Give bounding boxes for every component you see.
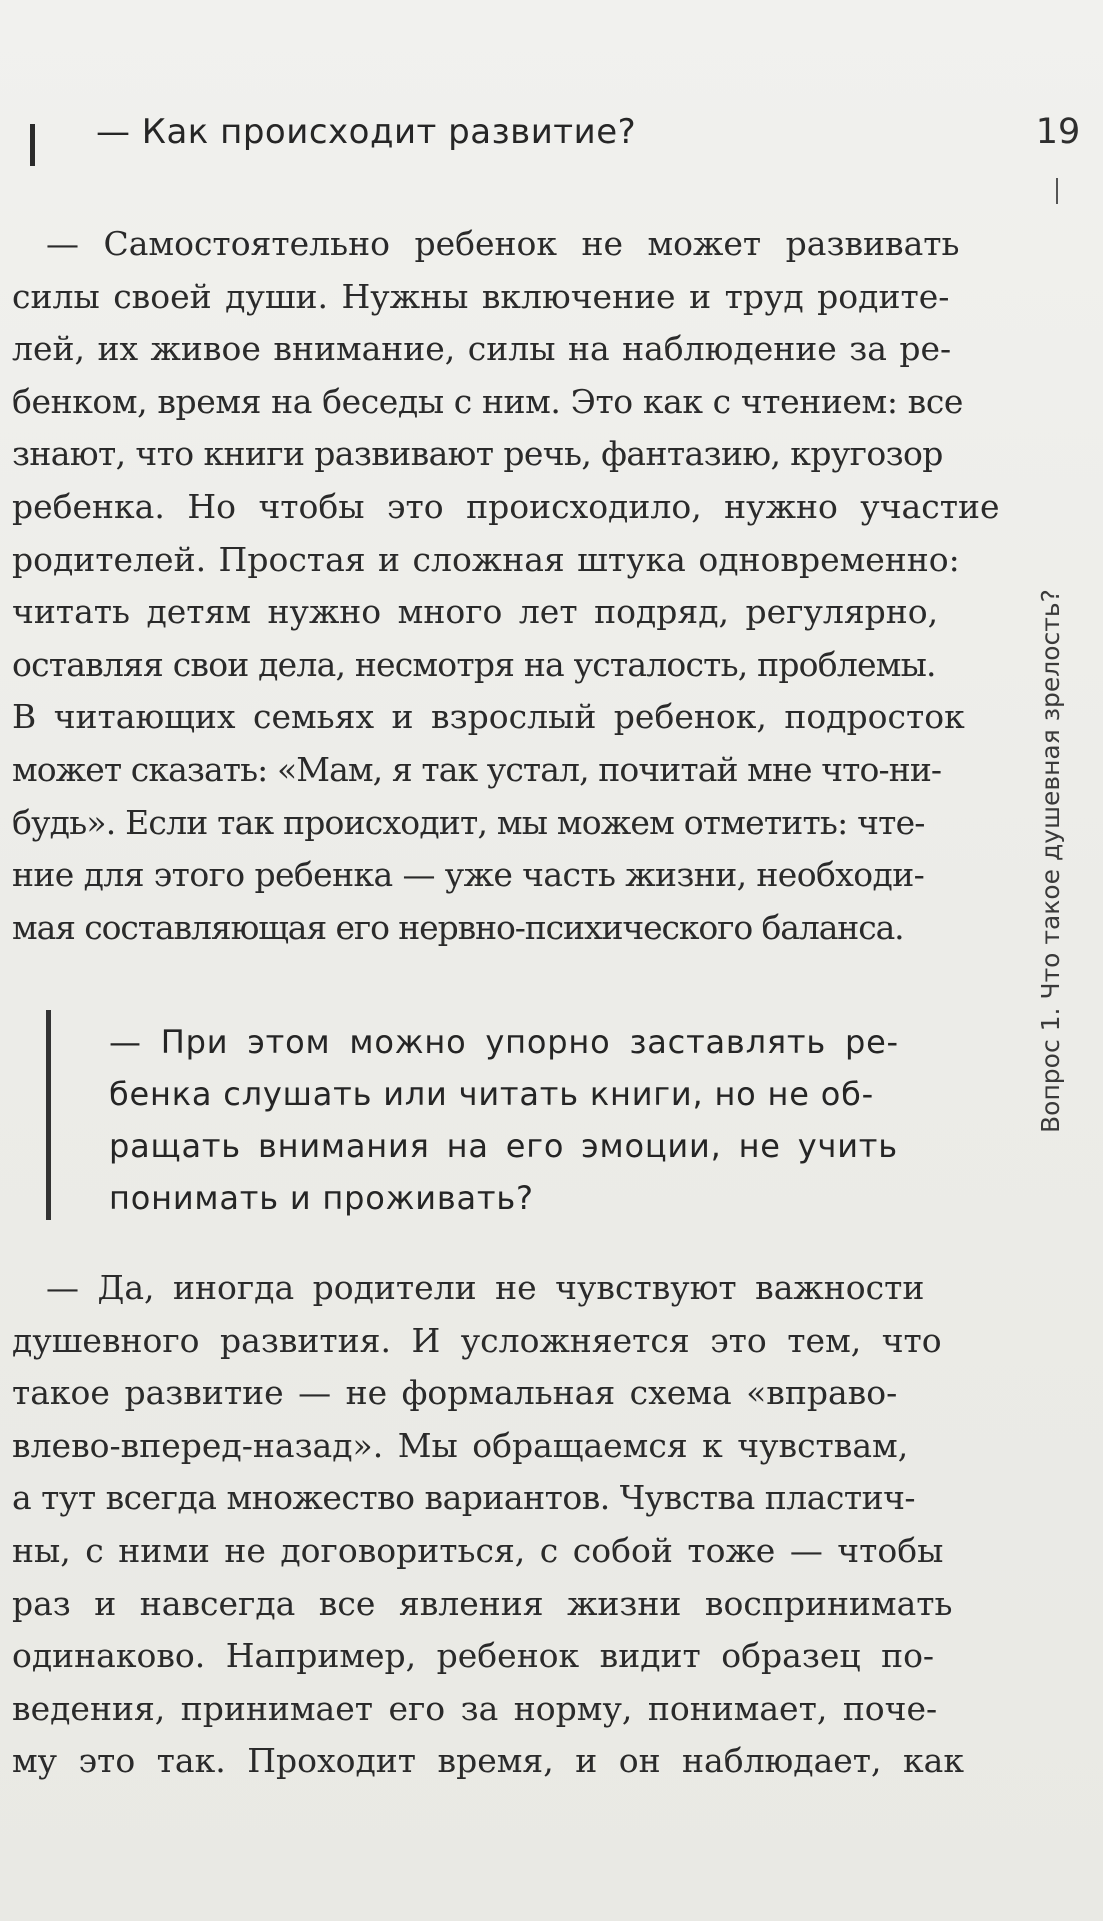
question-line: ращать внимания на его эмоции, не учить xyxy=(109,1127,898,1165)
text-line: В читающих семьях и взрослый ребенок, подросток xyxy=(12,697,965,737)
text-line: ние для этого ребенка — уже часть жизни, необходи- xyxy=(12,855,925,895)
text-line: бенком, время на беседы с ним. Это как с чтением: все xyxy=(12,381,964,421)
text-line: ны, с ними не договориться, с собой тоже — чтобы xyxy=(12,1530,944,1570)
text-line: силы своей души. Нужны включение и труд родите- xyxy=(12,276,950,316)
text-line: душевного развития. И усложняется это тем, что xyxy=(12,1320,942,1360)
answer-paragraph-2 xyxy=(12,1262,1012,1788)
text-line: читать детям нужно много лет подряд, регулярно, xyxy=(12,592,939,632)
text-line: му это так. Проходит время, и он наблюдает, как xyxy=(12,1741,964,1781)
text-line: мая составляющая его нервно-психического баланса. xyxy=(12,907,904,947)
text-line: влево-вперед-назад». Мы обращаемся к чувствам, xyxy=(12,1425,909,1465)
question-line: бенка слушать или читать книги, но не об- xyxy=(109,1075,874,1113)
text-line: лей, их живое внимание, силы на наблюдение за ре- xyxy=(12,329,952,369)
text-line: ведения, принимает его за норму, понимает, поче- xyxy=(12,1688,938,1728)
text-line: такое развитие — не формальная схема «вправо- xyxy=(12,1373,898,1413)
text-line: родителей. Простая и сложная штука одновременно: xyxy=(12,539,960,579)
question-line: — При этом можно упорно заставлять ре- xyxy=(109,1023,899,1061)
text-line: — Самостоятельно ребенок не может развивать xyxy=(46,224,960,263)
text-line: одинаково. Например, ребенок видит образец по- xyxy=(12,1636,935,1676)
text-line: знают, что книги развивают речь, фантазию, кругозор xyxy=(12,434,943,474)
question-text xyxy=(109,1016,899,1224)
text-line: может сказать: «Мам, я так устал, почитай мне что-ни- xyxy=(12,749,942,789)
answer-paragraph-1 xyxy=(12,218,1012,954)
text-line: ребенка. Но чтобы это происходило, нужно участие xyxy=(12,486,1000,526)
text-line: а тут всегда множество вариантов. Чувства пластич- xyxy=(12,1478,916,1518)
text-line: — Да, иногда родители не чувствуют важности xyxy=(46,1268,925,1307)
text-line: будь». Если так происходит, мы можем отметить: чте- xyxy=(12,802,925,842)
running-head-text: Вопрос 1. Что такое душевная зрелость? xyxy=(1036,589,1065,1133)
page-number: 19 xyxy=(1035,112,1081,152)
running-head-rule xyxy=(1056,178,1058,204)
text-line: оставляя свои дела, несмотря на усталость, проблемы. xyxy=(12,644,936,684)
text-line: раз и навсегда все явления жизни воспринимать xyxy=(12,1583,953,1623)
question-marker-bar xyxy=(30,124,35,166)
question-block xyxy=(46,1010,1011,1220)
question-line: понимать и проживать? xyxy=(109,1179,534,1217)
question-heading: — Как происходит развитие? xyxy=(96,112,637,152)
